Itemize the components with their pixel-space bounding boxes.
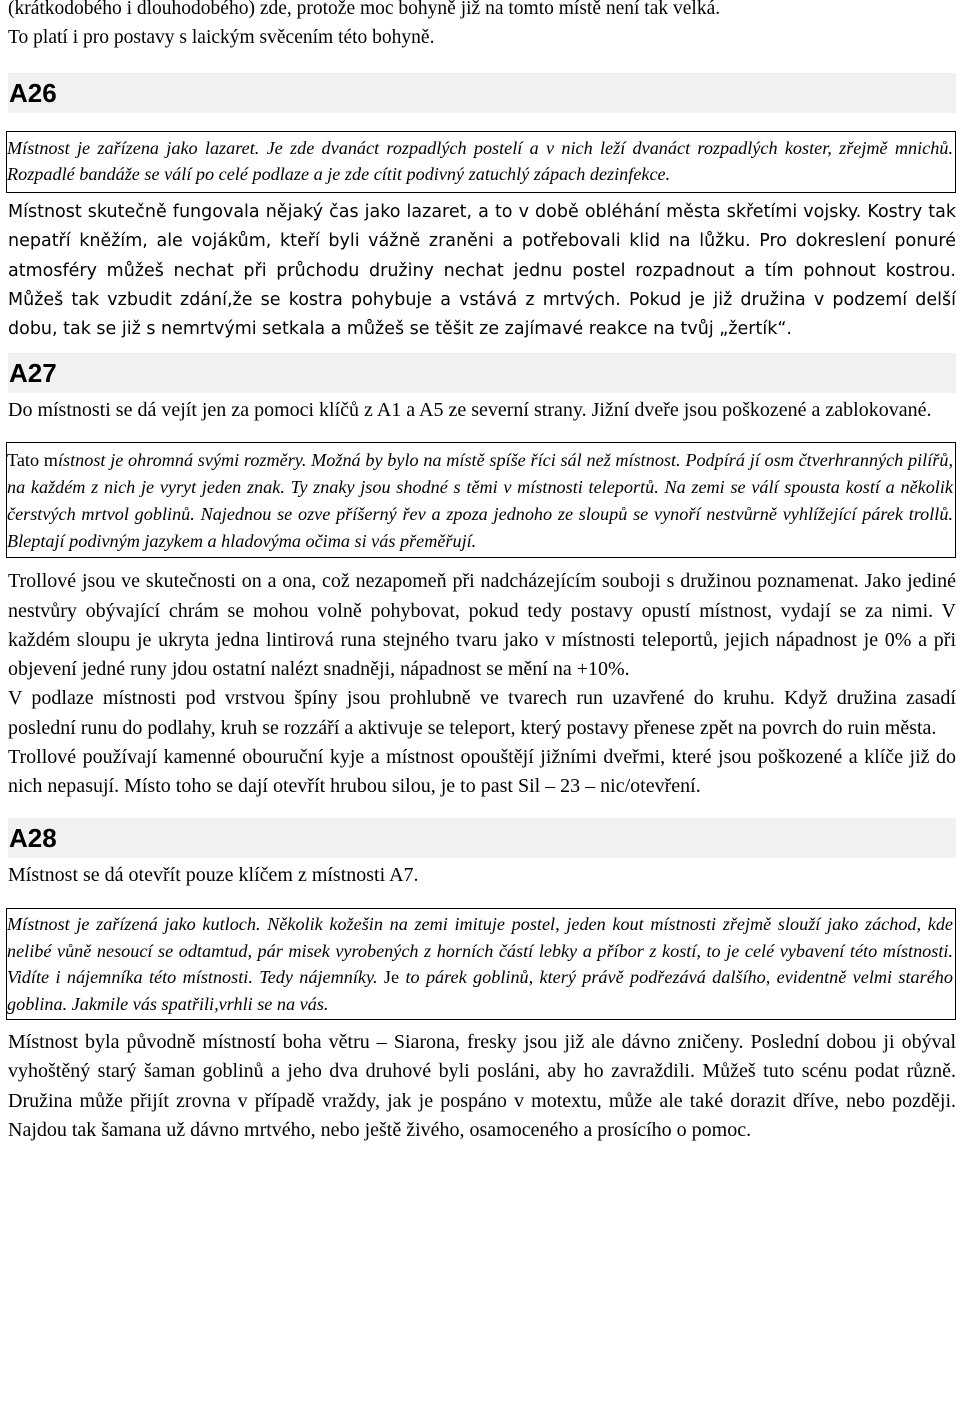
intro-text-a27: Do místnosti se dá vejít jen za pomoci klíčů z A1 a A5 ze severní strany. Jižní dveře jsou poškozené a zablokované. — [8, 399, 932, 422]
box-text-a28: Místnost je zařízená jako kutloch. Několik kožešin na zemi imituje postel, jeden kout místnosti zřejmě slouží jako záchod, kde nelibé vůně nesoucí se odtamtud, pár misek vyrobených z horních částí lebky a příbor z kostí, to je celé vybavení této místnosti. Vidíte i nájemníka této místnosti. Tedy nájemníky. Je to párek goblinů, který právě podřezává dalšího, evidentně velmi starého goblina. Jakmile vás spatřili,vrhli se na vás. — [7, 914, 953, 1014]
gm-text-a28: Místnost byla původně místností boha větru – Siarona, fresky jsou již ale dávno zničeny. Poslední dobou ji obýval vyhoštěný starý šaman goblinů a jeho dva druhové byli posláni, aby ho zavraždili. Můžeš tuto scénu podat různě. Družina může přijít zrovna v případě vraždy, jak je pospáno v motextu, může ale také dorazit dříve, nebo později. Najdou tak šamana už dávno mrtvého, nebo ještě živého, osamoceného a prosícího o pomoc. — [8, 1031, 956, 1141]
intro-text-a28: Místnost se dá otevřít pouze klíčem z místnosti A7. — [8, 864, 419, 887]
intro-line-1: (krátkodobého i dlouhodobého) zde, protože moc bohyně již na tomto místě není tak velká. — [8, 0, 721, 19]
description-box-a28 — [6, 908, 956, 1020]
gm-text-a27-p3: Trollové používají kamenné obouruční kyje a místnost opouštějí jižními dveřmi, které jsou poškozené a klíče již do nich nepasují. Místo toho se dají otevřít hrubou silou, je to past Sil – 23 – nic/otevření. — [8, 745, 956, 797]
intro-line-2: To platí i pro postavy s laickým svěcením této bohyně. — [8, 27, 435, 48]
gm-text-a26: Místnost skutečně fungovala nějaký čas jako lazaret, a to v době obléhání města skřetími vojsky. Kostry tak nepatří kněžím, ale vojákům, kteří byli vážně zraněni a potřebovali klid na lůžku. Pro dokreslení ponuré atmosféry můžeš nechat při průchodu družiny nechat jednu postel rozpadnout a tím pohnout kostrou. Můžeš tak vzbudit zdání,že se kostra pohybuje a vstává z mrtvých. Pokud je již družina v podzemí delší dobu, tak se již s nemrtvými setkala a můžeš se těšit ze zajímavé reakce na tvůj „žertík“. — [8, 202, 956, 340]
gm-text-a27-p1: Trollové jsou ve skutečnosti on a ona, což nezapomeň při nadcházejícím souboji s družinou poznamenat. Jako jediné nestvůry obývající chrám se mohou volně pohybovat, pokud tedy postavy opustí místnost, vydají se za nimi. V každém sloupu je ukryta jedna lintirová runa stejného tvaru jako v místnosti teleportů, jejich nápadnost je 0% a při objevení jedné runy jdou ostatní nalézt snadněji, nápadnost se mění na +10%. — [8, 570, 956, 681]
description-box-a26 — [6, 131, 956, 193]
gm-text-a27-p2: V podlaze místnosti pod vrstvou špíny jsou prohlubně ve tvarech run uzavřené do kruhu. Když družina zasadí poslední runu do podlahy, kruh se rozzáří a aktivuje se teleport, který postavy přenese zpět na povrch do ruin města. — [8, 687, 956, 739]
description-box-a27 — [6, 442, 956, 558]
section-heading-a28: A28 — [8, 818, 956, 858]
section-heading-a26: A26 — [8, 73, 956, 113]
document-page — [8, 0, 956, 1145]
box-text-a26: Místnost je zařízena jako lazaret. Je zde dvanáct rozpadlých postelí a v nich leží dvanáct rozpadlých koster, zřejmě mnichů. Rozpadlé bandáže se válí po celé podlaze a je zde cítit podivný zatuchlý zápach dezinfekce. — [7, 138, 953, 184]
section-heading-a27: A27 — [8, 353, 956, 393]
box-text-a27: Tato místnost je ohromná svými rozměry. Možná by bylo na místě spíše říci sál než místnost. Podpírá jí osm čtverhranných pilířů, na každém z nich je vyryt jeden znak. Ty znaky jsou shodné s těmi v místnosti teleportů. Na zemi se válí spousta kostí a několik čerstvých mrtvol goblinů. Najednou se ozve příšerný řev a zpoza jednoho ze sloupů se vynoří nestvůrně vyhlížející párek trollů. Bleptají podivným jazykem a hladovýma očima si vás přeměřují. — [7, 450, 953, 552]
